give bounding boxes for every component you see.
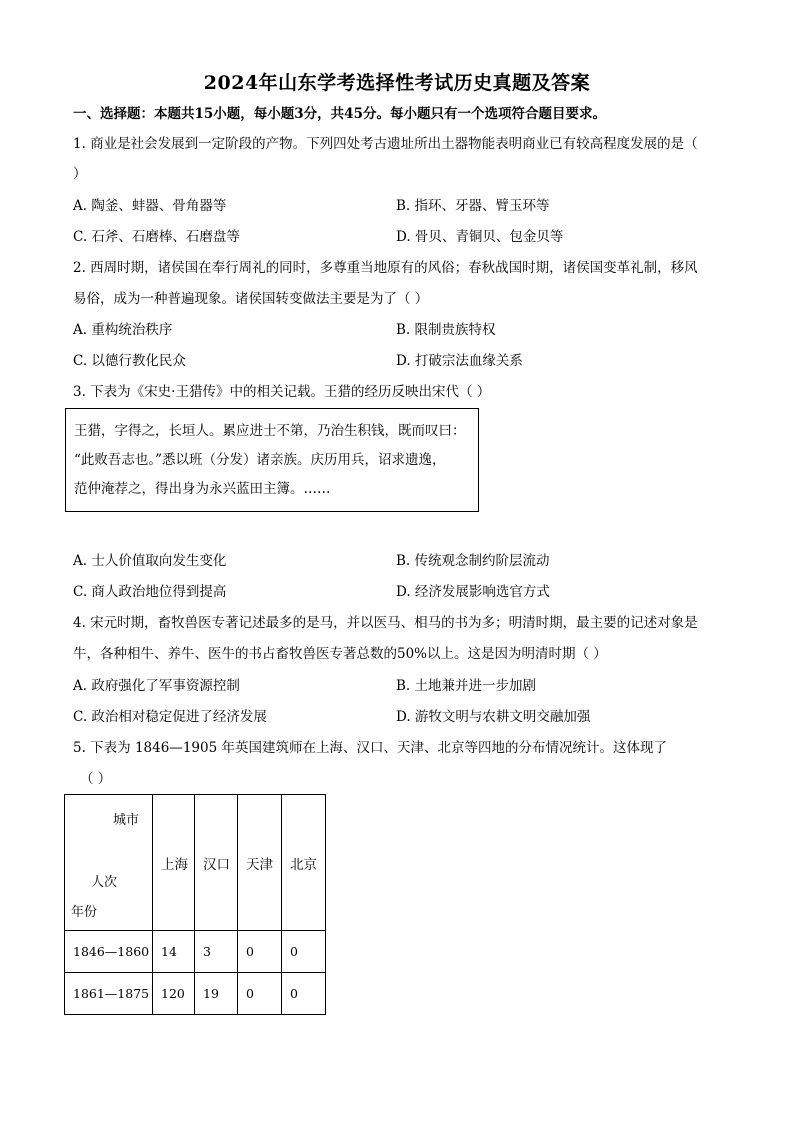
question-2-option-d: D. 打破宗法血缘关系 bbox=[396, 353, 523, 369]
question-1-stem-line-2: ） bbox=[73, 166, 87, 182]
corner-label-count: 人次 bbox=[91, 875, 118, 890]
question-3-option-a: A. 士人价值取向发生变化 bbox=[73, 553, 227, 569]
column-header: 上海 bbox=[153, 795, 195, 931]
quote-line-2: “此败吾志也。”悉以班（分发）诸亲族。庆历用兵，诏求遗逸， bbox=[74, 452, 446, 468]
table-cell: 0 bbox=[238, 973, 282, 1015]
question-2-option-c: C. 以德行教化民众 bbox=[73, 353, 186, 369]
table-cell: 19 bbox=[195, 973, 238, 1015]
question-3-option-b: B. 传统观念制约阶层流动 bbox=[396, 553, 550, 569]
question-1-stem-line-1: 1. 商业是社会发展到一定阶段的产物。下列四处考古遗址所出土器物能表明商业已有较高程度发展的是（ bbox=[73, 136, 698, 152]
table-cell-period: 1846—1860 bbox=[65, 931, 153, 973]
table-cell: 0 bbox=[282, 973, 326, 1015]
table-row bbox=[65, 973, 326, 1015]
page-title: 2024年山东学考选择性考试历史真题及答案 bbox=[203, 72, 591, 94]
question-3-option-c: C. 商人政治地位得到提高 bbox=[73, 584, 227, 600]
question-2-option-a: A. 重构统治秩序 bbox=[73, 322, 173, 338]
table-cell: 0 bbox=[238, 931, 282, 973]
question-4-option-b: B. 土地兼并进一步加剧 bbox=[396, 678, 537, 694]
table-corner-cell bbox=[65, 795, 153, 931]
table-row bbox=[65, 931, 326, 973]
question-2-stem-line-2: 易俗，成为一种普遍现象。诸侯国转变做法主要是为了（ ） bbox=[73, 291, 429, 307]
question-3-option-d: D. 经济发展影响选官方式 bbox=[396, 584, 550, 600]
question-1-option-b: B. 指环、牙器、臂玉环等 bbox=[396, 198, 550, 214]
question-4-stem-line-2: 牛，各种相牛、养牛、医牛的书占畜牧兽医专著总数的50%以上。这是因为明清时期（ ） bbox=[73, 646, 607, 662]
quote-line-1: 王猎，字得之，长垣人。累应进士不第，乃治生积钱，既而叹曰： bbox=[74, 423, 466, 439]
corner-label-year: 年份 bbox=[71, 905, 98, 920]
question-3-stem: 3. 下表为《宋史·王猎传》中的相关记载。王猎的经历反映出宋代（ ） bbox=[73, 384, 491, 400]
table-cell-period: 1861—1875 bbox=[65, 973, 153, 1015]
table-cell: 120 bbox=[153, 973, 195, 1015]
section-heading: 一、选择题：本题共15小题，每小题3分，共45分。每小题只有一个选项符合题目要求。 bbox=[73, 106, 606, 122]
column-header: 北京 bbox=[282, 795, 326, 931]
quote-line-3: 范仲淹荐之，得出身为永兴蓝田主簿。…… bbox=[74, 481, 331, 497]
question-4-option-c: C. 政治相对稳定促进了经济发展 bbox=[73, 709, 267, 725]
question-4-option-a: A. 政府强化了军事资源控制 bbox=[73, 678, 240, 694]
question-4-stem-line-1: 4. 宋元时期，畜牧兽医专著记述最多的是马，并以医马、相马的书为多；明清时期，最主要的记述对象是 bbox=[73, 615, 698, 631]
question-5-stem-line-1: 5. 下表为 1846—1905 年英国建筑师在上海、汉口、天津、北京等四地的分布情况统计。这体现了 bbox=[73, 740, 667, 756]
architect-distribution-table bbox=[64, 794, 326, 1015]
question-1-option-a: A. 陶釜、蚌器、骨角器等 bbox=[73, 198, 227, 214]
question-1-option-c: C. 石斧、石磨棒、石磨盘等 bbox=[73, 229, 240, 245]
question-1-option-d: D. 骨贝、青铜贝、包金贝等 bbox=[396, 229, 564, 245]
quote-box bbox=[65, 408, 479, 512]
table-cell: 14 bbox=[153, 931, 195, 973]
column-header: 天津 bbox=[238, 795, 282, 931]
question-5-stem-line-2: （ ） bbox=[80, 771, 112, 787]
corner-label-city: 城市 bbox=[113, 813, 140, 828]
question-4-option-d: D. 游牧文明与农耕文明交融加强 bbox=[396, 709, 591, 725]
question-2-stem-line-1: 2. 西周时期，诸侯国在奉行周礼的同时，多尊重当地原有的风俗；春秋战国时期，诸侯国变革礼制，移风 bbox=[73, 260, 698, 276]
table-header-row bbox=[65, 795, 326, 931]
table-cell: 0 bbox=[282, 931, 326, 973]
column-header: 汉口 bbox=[195, 795, 238, 931]
question-2-option-b: B. 限制贵族特权 bbox=[396, 322, 496, 338]
table-cell: 3 bbox=[195, 931, 238, 973]
